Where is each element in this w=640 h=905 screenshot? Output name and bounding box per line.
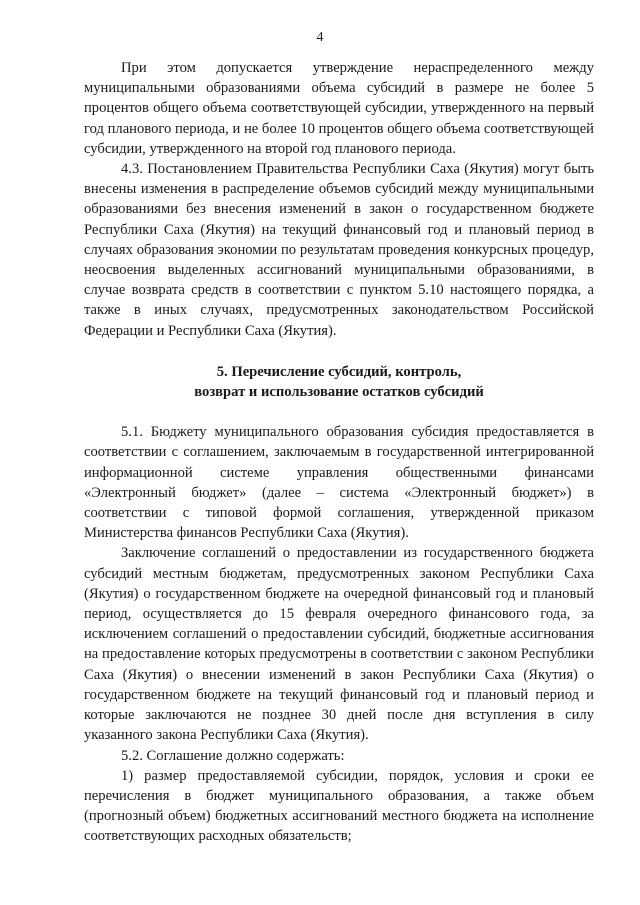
section-heading-line-2: возврат и использование остатков субсидий — [194, 384, 484, 401]
section-heading-line-1: 5. Перечисление субсидий, контроль, — [216, 363, 462, 380]
paragraph-agreements: Заключение соглашений о предоставлении из государственного бюджета субсидий местным бюджетам, предусмотренных законом Республики Саха (Якутия) о государственном бюджете на очередной финансовый год и плановый период, осуществляется до 15 февраля очередного финансового года, за исключением соглашений о предоставлении субсидий, бюджетные ассигнования на предоставление которых предусмотрены в соответствии с законом Республики Саха (Якутия) о внесении изменений в закон Республики Саха (Якутия) о государственном бюджете на текущий финансовый год и плановый период и которые заключаются не позднее 30 дней после дня вступления в силу указанного закона Республики Саха (Якутия). — [84, 545, 594, 744]
paragraph-5-2: 5.2. Соглашение должно содержать: — [121, 747, 345, 764]
paragraph-5-1: 5.1. Бюджету муниципального образования субсидия предоставляется в соответствии с соглашением, заключаемым в государственной интегрированной информационной системе управления общественными финансами «Электронный бюджет» (далее – система «Электронный бюджет») в соответствии с типовой формой соглашения, утвержденной приказом Министерства финансов Республики Саха (Якутия). — [84, 424, 594, 542]
paragraph-unallocated-volume: При этом допускается утверждение нераспределенного между муниципальными образованиями объема субсидий в размере не более 5 процентов общего объема соответствующей субсидии, утвержденного на первый год планового периода, и не более 10 процентов общего объема соответствующей субсидии, утвержденного на второй год планового периода. — [84, 60, 594, 157]
paragraph-item-1: 1) размер предоставляемой субсидии, порядок, условия и сроки ее перечисления в бюджет муниципального образования, а также объем (прогнозный объем) бюджетных ассигнований местного бюджета на исполнение соответствующих расходных обязательств; — [84, 767, 594, 845]
document-body — [84, 58, 594, 847]
paragraph-4-3: 4.3. Постановлением Правительства Республики Саха (Якутия) могут быть внесены изменения в распределение объемов субсидий между муниципальными образованиями без внесения изменений в закон о государственном бюджете Республики Саха (Якутия) на текущий финансовый год и плановый период в случаях образования экономии по результатам проведения конкурсных процедур, неосвоения выделенных ассигнований муниципальными образованиями, в случае возврата средств в соответствии с пунктом 5.10 настоящего порядка, а также в иных случаях, предусмотренных законодательством Российской Федерации и Республики Саха (Якутия). — [84, 161, 594, 339]
page-number: 4 — [316, 30, 324, 45]
section-5-heading — [84, 362, 594, 402]
